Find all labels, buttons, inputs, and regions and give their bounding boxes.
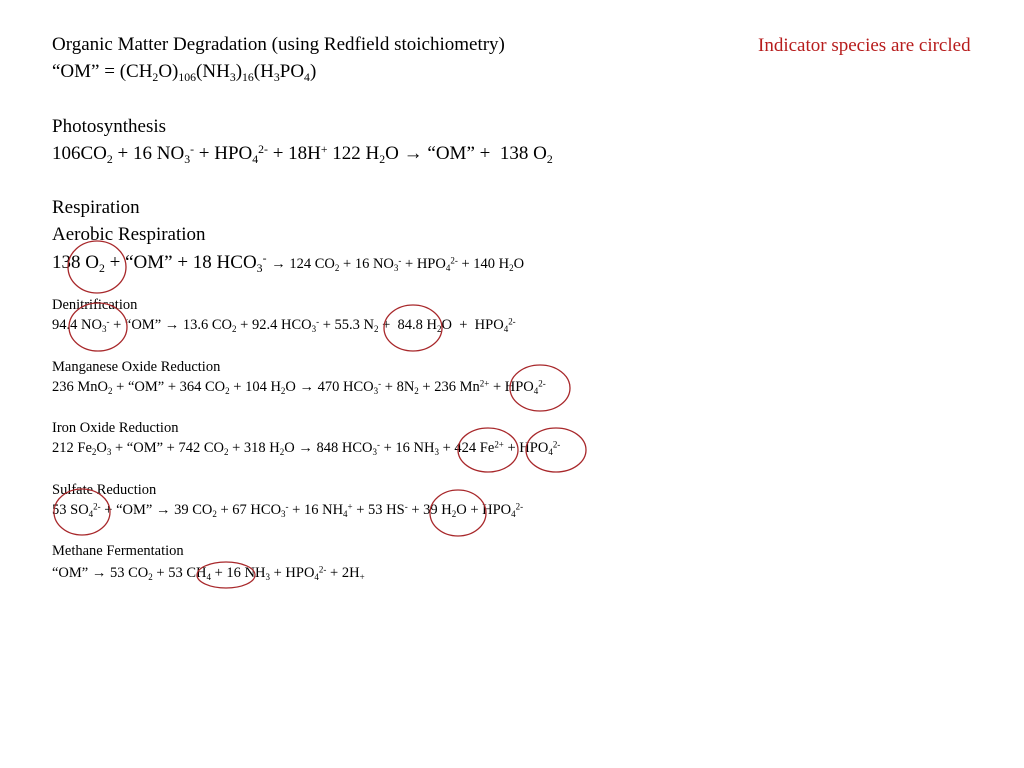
sulfate-title: Sulfate Reduction bbox=[52, 482, 157, 498]
denitrification-title: Denitrification bbox=[52, 297, 138, 313]
sulfate-equation: 53 $SO_4^{2-}$ + “OM” → 39 $CO_2 + 67$ $HCO_3^- + 16$ $NH_4^+ + 53$ HS- + 39 $H_2O + HPO_4^{2-}$ bbox=[52, 501, 524, 519]
methane-title: Methane Fermentation bbox=[52, 543, 184, 559]
manganese-title: Manganese Oxide Reduction bbox=[52, 359, 221, 375]
aerobic-respiration-title: Aerobic Respiration bbox=[52, 224, 206, 245]
respiration-title: Respiration bbox=[52, 197, 140, 218]
manganese-equation: 236 MnO$_2$ + “OM” + 364 $CO_2 + 104$ $H_2O \to 470$ $HCO_3^- + 8N_2 + 236$ $Mn^{2+} + HPO_4^{2-}$ bbox=[52, 378, 546, 396]
denitrification-equation: 94.4 $NO_3^-$ + “OM” → 13.6 $CO_2 + 92.4$ $HCO_3^- + 55.3$ $N_2 + 84.8$ $H_2O + HPO_4^{2-}$ bbox=[52, 316, 516, 334]
aerobic-respiration-equation: 138 $O_2$ + “OM” + 18 $HCO_3^- \to 124$ $CO_2 + 16$ $NO_3^- + HPO_4^{2-} + 140$ $H_2O$ bbox=[52, 252, 525, 275]
indicator-note: Indicator species are circled bbox=[758, 35, 971, 56]
photosynthesis-title: Photosynthesis bbox=[52, 116, 167, 137]
degradation-title: Organic Matter Degradation (using Redfield stoichiometry) bbox=[52, 34, 505, 55]
methane-equation: “OM” → 53 $CO_2 + 53$ $CH_4 + 16$ $NH_3 + HPO_4^{2-} + 2H_+$ bbox=[52, 564, 365, 582]
om-formula: “OM” = $(CH_2O)_{106}(NH_3)_{16}(H_3PO_4)$ bbox=[52, 61, 317, 84]
iron-title: Iron Oxide Reduction bbox=[52, 420, 179, 436]
iron-equation: 212 $Fe_2O_3$ + “OM” + 742 $CO_2 + 318$ $H_2O \to 848$ $HCO_3^- + 16$ $NH_3 + 424$ $Fe^{2+} + HPO_4^{2-}$ bbox=[52, 439, 561, 457]
photosynthesis-equation: $106CO_2 + 16$ $NO_3^- + HPO_4^{2-} + 18H^+$ 122 $H_2O$ → “OM” + 138 $O_2$ bbox=[52, 143, 553, 166]
